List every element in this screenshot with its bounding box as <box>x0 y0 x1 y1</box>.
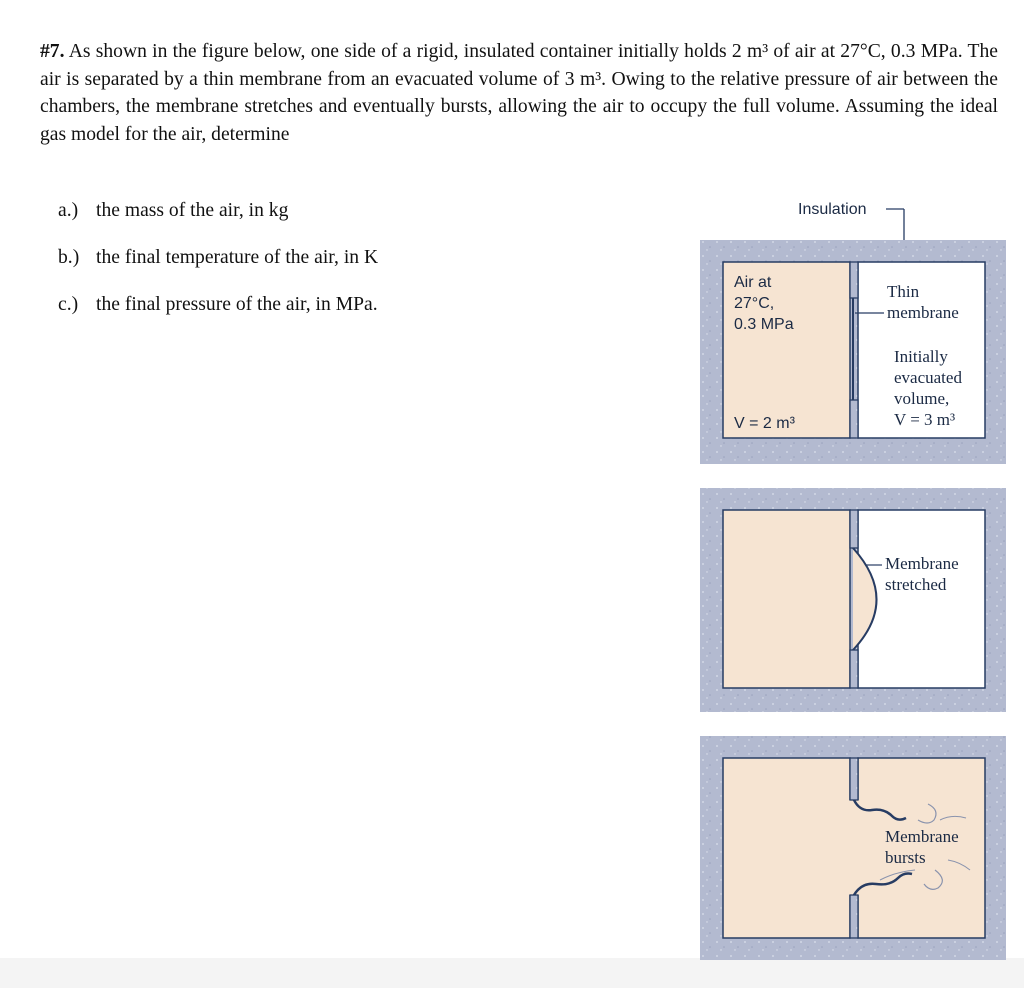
membrane-line1: Thin <box>887 282 920 301</box>
part-b-label: b.) <box>58 247 80 268</box>
bursts-line1: Membrane <box>885 827 959 846</box>
part-b-text: the final temperature of the air, in K <box>96 247 379 268</box>
evac-line4: V = 3 m³ <box>894 410 956 429</box>
stretched-label <box>885 553 959 595</box>
evac-line3: volume, <box>894 389 950 408</box>
part-a-label: a.) <box>58 200 79 221</box>
divider-top <box>850 758 858 800</box>
air-volume-label: V = 2 m³ <box>734 415 795 432</box>
stretched-line1: Membrane <box>885 554 959 573</box>
part-c-text: the final pressure of the air, in MPa. <box>96 294 378 315</box>
divider-top <box>850 262 858 298</box>
part-c-label: c.) <box>58 294 79 315</box>
bursts-line2: bursts <box>885 848 926 867</box>
air-line3: 0.3 MPa <box>734 316 794 333</box>
stretched-line2: stretched <box>885 575 947 594</box>
air-line2: 27°C, <box>734 295 775 312</box>
air-line1: Air at <box>734 274 772 291</box>
air-state-label <box>734 272 794 335</box>
part-a-text: the mass of the air, in kg <box>96 200 289 221</box>
thin-membrane-label <box>887 281 959 323</box>
divider-bottom <box>850 895 858 938</box>
panel-burst <box>700 736 1006 960</box>
evacuated-volume-label <box>894 346 962 430</box>
bursts-label <box>885 826 959 868</box>
divider-top <box>850 510 858 548</box>
divider-bottom <box>850 400 858 438</box>
divider-bottom <box>850 650 858 688</box>
panel-stretched <box>700 488 1006 712</box>
evac-line2: evacuated <box>894 368 962 387</box>
evac-line1: Initially <box>894 347 948 366</box>
insulation-label: Insulation <box>798 201 867 218</box>
membrane-line2: membrane <box>887 303 959 322</box>
opening <box>845 800 865 895</box>
air-chamber <box>723 758 850 938</box>
problem-text: As shown in the figure below, one side of a rigid, insulated container initially holds 2 m³ of air at 27°C, 0.3 MPa. The air is separated by a thin membrane from an evacuated volume of 3 m³. Owing to the relative pressure of air between the chambers, the membrane stretches and eventually bursts, allowing the air to occupy the full volume. Assuming the ideal gas model for the air, determine <box>40 41 998 145</box>
problem-number: #7. <box>40 41 65 62</box>
air-chamber <box>723 510 850 688</box>
